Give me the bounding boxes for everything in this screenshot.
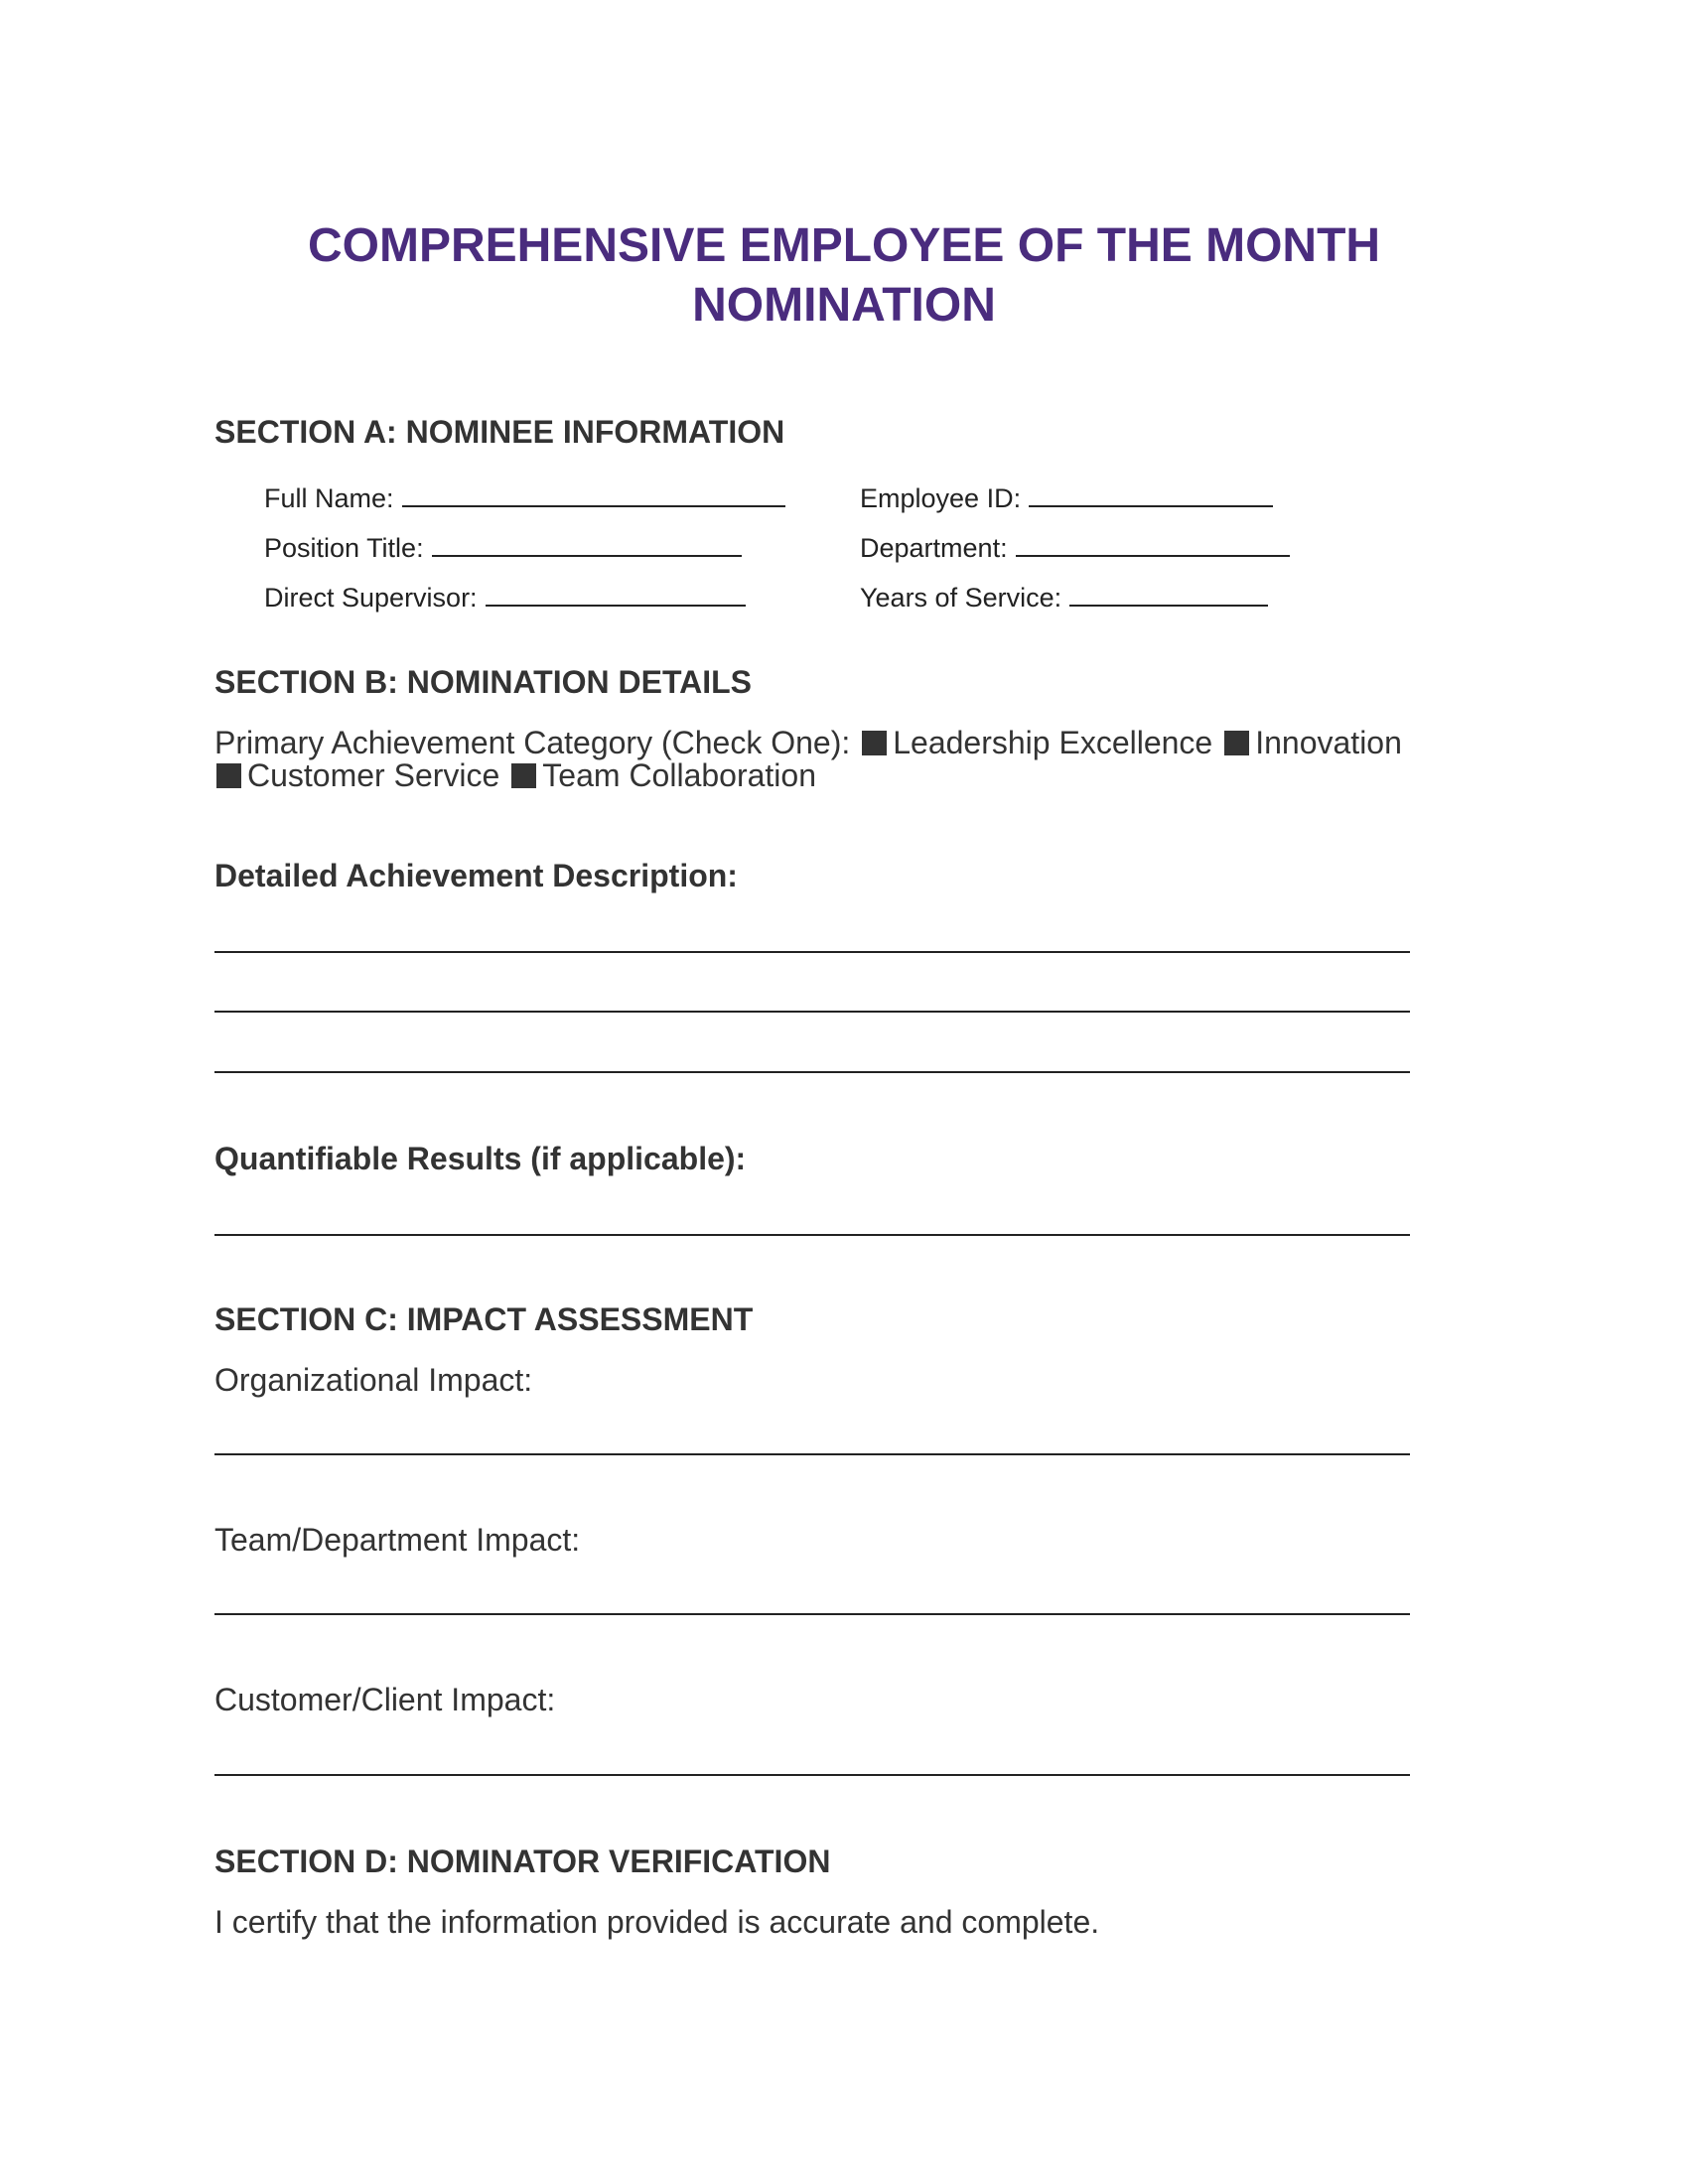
option-team-collaboration-label: Team Collaboration [542,757,816,793]
category-line-1 [214,726,1402,759]
detailed-description-line-1[interactable] [214,951,1410,953]
full-name-label: Full Name: [264,483,394,513]
position-title-label: Position Title: [264,533,424,563]
direct-supervisor-label: Direct Supervisor: [264,583,478,613]
detailed-description-line-2[interactable] [214,1011,1410,1013]
full-name-field[interactable] [264,481,785,515]
quantifiable-results-line[interactable] [214,1234,1410,1236]
form-title-line-2: NOMINATION [692,279,996,332]
option-customer-service-label: Customer Service [247,757,500,793]
department-input-line[interactable] [1016,531,1290,557]
team-department-impact-label: Team/Department Impact: [214,1522,581,1558]
quantifiable-results-label: Quantifiable Results (if applicable): [214,1141,747,1176]
checkbox-leadership[interactable] [862,731,887,755]
department-label: Department: [860,533,1008,563]
section-c-heading: SECTION C: IMPACT ASSESSMENT [214,1301,754,1337]
form-title [0,216,1688,336]
section-d-heading: SECTION D: NOMINATOR VERIFICATION [214,1843,831,1879]
position-title-input-line[interactable] [432,531,742,557]
years-of-service-field[interactable] [860,581,1268,614]
customer-client-impact-label: Customer/Client Impact: [214,1682,556,1717]
employee-id-label: Employee ID: [860,483,1022,513]
section-b-heading: SECTION B: NOMINATION DETAILS [214,664,753,700]
category-prompt: Primary Achievement Category (Check One): [214,725,851,760]
team-department-impact-line[interactable] [214,1613,1410,1615]
direct-supervisor-input-line[interactable] [486,581,746,607]
years-of-service-input-line[interactable] [1069,581,1268,607]
organizational-impact-line[interactable] [214,1453,1410,1455]
employee-id-input-line[interactable] [1029,481,1273,507]
customer-client-impact-line[interactable] [214,1774,1410,1776]
option-leadership-label: Leadership Excellence [893,725,1213,760]
detailed-description-line-3[interactable] [214,1071,1410,1073]
certification-statement: I certify that the information provided is accurate and complete. [214,1904,1100,1940]
option-innovation-label: Innovation [1255,725,1402,760]
employee-id-field[interactable] [860,481,1273,515]
checkbox-team-collaboration[interactable] [511,763,536,788]
category-line-2 [214,758,816,792]
checkbox-innovation[interactable] [1224,731,1249,755]
years-of-service-label: Years of Service: [860,583,1062,613]
organizational-impact-label: Organizational Impact: [214,1362,533,1398]
detailed-description-label: Detailed Achievement Description: [214,858,738,893]
checkbox-customer-service[interactable] [216,763,241,788]
position-title-field[interactable] [264,531,742,565]
form-title-line-1: COMPREHENSIVE EMPLOYEE OF THE MONTH [307,219,1381,272]
full-name-input-line[interactable] [402,481,785,507]
direct-supervisor-field[interactable] [264,581,746,614]
section-a-heading: SECTION A: NOMINEE INFORMATION [214,414,785,450]
department-field[interactable] [860,531,1290,565]
